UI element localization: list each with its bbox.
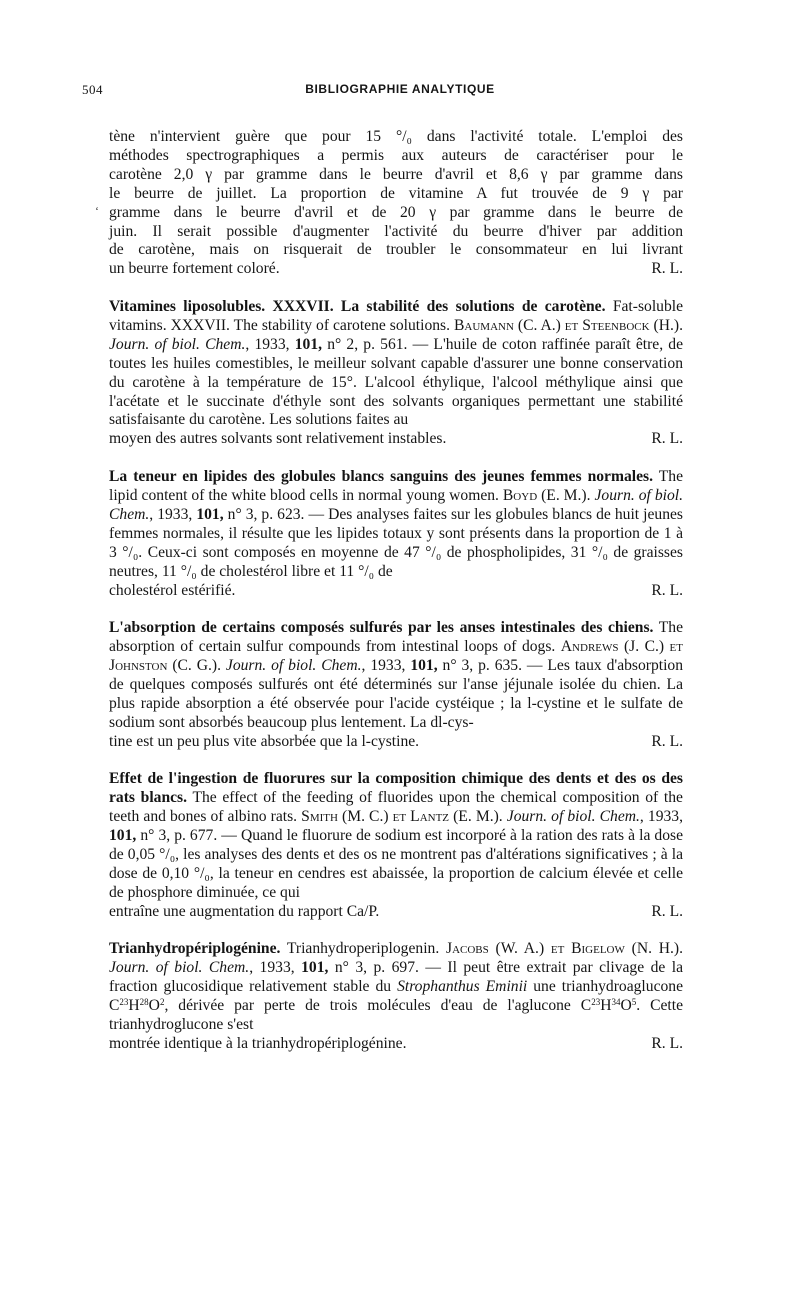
last-line: montrée identique à la trianhydropériplogénine. (109, 1034, 407, 1052)
formula-c-count: 23 (591, 997, 601, 1008)
entry-paragraph: La teneur en lipides des globules blancs sanguins des jeunes femmes normales. The lipid content of the white blood cells in normal young women. Boyd (E. M.). Journ. of biol. Chem., 1933, 101, n° 3, p. 623. — Des analyses faites sur les globules blancs de huit jeunes femmes normales, il résulte que les lipides totaux y sont présents dans la proportion de 1 à 3 °/₀. Ceux-ci sont composés en moyenne de 47 °/₀ de phospholipides, 31 °/₀ de graisses neutres, 11 °/₀ de cholestérol libre et 11 °/₀ de (109, 468, 683, 580)
english-title: Fat-soluble vitamins. XXXVII. The stability of carotene solutions. (109, 298, 683, 334)
issue-page: n° 3, p. 623. (227, 505, 305, 523)
formula-o-count: 2 (159, 997, 165, 1008)
english-title: The absorption of certain sulfur compounds from intestinal loops of dogs. (109, 619, 683, 656)
text-line: tène n'intervient guère que pour 15 °/₀ dans l'activité totale. L'emploi des (109, 128, 683, 145)
entry-carotene-stability (109, 298, 683, 449)
year: 1933, (254, 335, 290, 353)
abstract: — Les taux d'absorption de quelques composés sulfurés ont été déterminés sur l'anse jéjunale isolée du chien. La plus rapide absorption a été observée pour l'acide cystéique ; la l-cystine et le sulfate de sodium sont absorbés beaucoup plus lentement. La dl-cys- (109, 657, 684, 731)
article-body (109, 128, 683, 1073)
authors: Baumann (C. A.) et Steenbock (H.). (454, 316, 683, 334)
issue-page: n° 2, p. 561. (327, 335, 408, 353)
entry-paragraph: Trianhydropériplogénine. Trianhydroperiplogenin. Jacobs (W. A.) et Bigelow (N. H.). Journ. of biol. Chem., 1933, 101, n° 3, p. 697. — Il peut être extrait par clivage de la fraction glucosidique relativement stable du Strophanthus Eminii une trianhydroaglucone $C^{23}H^{28}O^2$, dérivée par perte de trois molécules d'eau de l'aglucone $C^{23}H^{34}O^5$. Cette trianhydroglucone s'est (109, 940, 684, 1034)
formula-h-label: H (600, 997, 612, 1015)
journal: Journ. of biol. Chem. (506, 808, 640, 826)
running-title: BIBLIOGRAPHIE ANALYTIQUE (305, 82, 495, 96)
signature: R. L. (651, 1034, 683, 1052)
text-line: de carotène, mais on risquerait de troubler le consommateur en lui livrant (109, 241, 683, 259)
volume: 101, (109, 827, 137, 845)
authors: Smith (M. C.) et Lantz (E. M.). (301, 808, 503, 826)
closing-line (109, 260, 683, 279)
entry-title: L'absorption de certains composés sulfurés par les anses intestinales des chiens. (109, 619, 654, 637)
journal: Journ. of biol. Chem. (225, 657, 362, 675)
english-title: Trianhydroperiplogenin. (286, 940, 440, 958)
page-number: 504 (82, 82, 103, 97)
entry-lipids-white-cells (109, 468, 683, 600)
formula-o-count: 5 (631, 997, 637, 1008)
closing-line (109, 1035, 683, 1054)
formula-h-count: 34 (611, 997, 621, 1008)
text-line: juin. Il serait possible d'augmenter l'activité du beurre d'hiver par addition (109, 222, 683, 240)
volume: 101, (196, 505, 224, 523)
volume: 101, (301, 959, 329, 977)
issue-page: n° 3, p. 677. (140, 827, 218, 845)
entry-continuation (109, 128, 683, 279)
year: 1933, (259, 959, 295, 977)
year: 1933, (647, 808, 683, 826)
last-line: entraîne une augmentation du rapport Ca/P. (109, 902, 380, 920)
signature: R. L. (651, 902, 683, 920)
text-line: carotène 2,0 γ par gramme dans le beurre d'avril et 8,6 γ par gramme dans (109, 165, 683, 183)
english-title: The lipid content of the white blood cells in normal young women. (109, 468, 683, 504)
species-name: Strophanthus Eminii (397, 978, 528, 996)
page-header (82, 82, 718, 106)
entry-trianhydroperiplogenin (109, 940, 683, 1053)
signature: R. L. (651, 581, 683, 599)
closing-line (109, 582, 683, 601)
signature: R. L. (651, 260, 683, 278)
entry-paragraph: L'absorption de certains composés sulfurés par les anses intestinales des chiens. The absorption of certain sulfur compounds from intestinal loops of dogs. Andrews (J. C.) et Johnston (C. G.). Journ. of biol. Chem., 1933, 101, n° 3, p. 635. — Les taux d'absorption de quelques composés sulfurés ont été déterminés sur l'anse jéjunale isolée du chien. La plus rapide absorption a été observée pour l'acide cystéique ; la l-cystine et le sulfate de sodium sont absorbés beaucoup plus lentement. La dl-cys- (109, 619, 684, 731)
closing-line (109, 903, 683, 922)
entry-paragraph: Vitamines liposolubles. XXXVII. La stabilité des solutions de carotène. Fat-soluble vitamins. XXXVII. The stability of carotene solutions. Baumann (C. A.) et Steenbock (H.). Journ. of biol. Chem., 1933, 101, n° 2, p. 561. — L'huile de coton raffinée paraît être, de toutes les huiles comestibles, le meilleur solvant capable d'assurer une bonne conservation du carotène à la température de 15°. L'alcool éthylique, l'alcool méthylique ainsi que l'acétate et le succinate d'éthyle sont des solvants organiques permettant une stabilité satisfaisante du carotène. Les solutions faites au (109, 298, 684, 429)
formula-h-label: H (128, 997, 140, 1015)
journal: Journ. of biol. Chem. (109, 959, 250, 977)
abstract-middle: une trianhydroaglucone C (109, 978, 684, 1015)
text-line: le beurre de juillet. La proportion de vitamine A fut trouvée de 9 γ par (109, 184, 683, 202)
authors: Boyd (E. M.). (502, 487, 591, 504)
authors: Andrews (J. C.) et Johnston (C. G.). (109, 638, 683, 675)
text-line: méthodes spectrographiques a permis aux auteurs de caractériser pour le (109, 146, 683, 164)
abstract: — L'huile de coton raffinée paraît être, de toutes les huiles comestibles, le meilleur solvant capable d'assurer une bonne conservation du carotène à la température de 15°. L'alcool éthylique, l'alcool méthylique ainsi que l'acétate et le succinate d'éthyle sont des solvants organiques permettant une stabilité satisfaisante du carotène. Les solutions faites au (109, 335, 684, 429)
last-line: un beurre fortement coloré. (109, 260, 280, 278)
closing-line (109, 733, 683, 752)
abstract: — Quand le fluorure de sodium est incorporé à la ration des rats à la dose de 0,05 °/₀, les analyses des dents et des os ne montrent pas d'altérations significatives ; à la dose de 0,10 °/₀, la teneur en cendres est abaissée, la proportion de calcium élevée et celle de phosphore diminuée, ce qui (109, 827, 684, 901)
last-line: tine est un peu plus vite absorbée que la l-cystine. (109, 732, 420, 750)
entry-title: La teneur en lipides des globules blancs sanguins des jeunes femmes normales. (109, 468, 653, 486)
formula-o-label: O (620, 997, 632, 1015)
last-line: moyen des autres solvants sont relativement instables. (109, 430, 447, 448)
formula-o-label: O (148, 997, 160, 1015)
volume: 101, (410, 657, 438, 675)
authors: Jacobs (W. A.) et Bigelow (N. H.). (446, 940, 683, 958)
abstract-end: . Cette trianhydroglucone s'est (109, 997, 683, 1034)
issue-page: n° 3, p. 697. (334, 959, 419, 977)
signature: R. L. (651, 430, 683, 448)
journal: Journ. of biol. Chem. (109, 335, 246, 353)
abstract-start: — Il peut être extrait par clivage de la fraction glucosidique relativement stable du (109, 959, 683, 996)
closing-line (109, 430, 683, 449)
entry-fluoride-ingestion (109, 770, 683, 921)
volume: 101, (294, 335, 323, 353)
formula-h-count: 28 (139, 997, 149, 1008)
entry-title: Trianhydropériplogénine. (109, 940, 281, 958)
signature: R. L. (651, 732, 683, 750)
entry-paragraph: Effet de l'ingestion de fluorures sur la composition chimique des dents et des os des rats blancs. The effect of the feeding of fluorides upon the chemical composition of the teeth and bones of albino rats. Smith (M. C.) et Lantz (E. M.). Journ. of biol. Chem., 1933, 101, n° 3, p. 677. — Quand le fluorure de sodium est incorporé à la ration des rats à la dose de 0,05 °/₀, les analyses des dents et des os ne montrent pas d'altérations significatives ; à la dose de 0,10 °/₀, la teneur en cendres est abaissée, la proportion de calcium élevée et celle de phosphore diminuée, ce qui (109, 770, 684, 901)
year: 1933, (370, 657, 406, 675)
entry-sulfur-absorption (109, 619, 683, 751)
text-line: gramme dans le beurre d'avril et de 20 γ par gramme dans le beurre de (109, 203, 683, 221)
abstract-middle-2: , dérivée par perte de trois molécules d'eau de l'aglucone C (164, 997, 592, 1015)
entry-title: Vitamines liposolubles. XXXVII. La stabilité des solutions de carotène. (109, 298, 606, 316)
english-title: The effect of the feeding of fluorides upon the chemical composition of the teeth and bones of albino rats. (109, 789, 683, 826)
last-line: cholestérol estérifié. (109, 581, 236, 599)
entry-title: Effet de l'ingestion de fluorures sur la composition chimique des dents et des os des rats blancs. (109, 770, 683, 807)
issue-page: n° 3, p. 635. (442, 657, 522, 675)
formula-c-count: 23 (119, 997, 129, 1008)
journal: Journ. of biol. Chem. (109, 487, 683, 523)
abstract: — Des analyses faites sur les globules blancs de huit jeunes femmes normales, il résulte que les lipides totaux y sont présents dans la proportion de 1 à 3 °/₀. Ceux-ci sont composés en moyenne de 47 °/₀ de phospholipides, 31 °/₀ de graisses neutres, 11 °/₀ de cholestérol libre et 11 °/₀ de (109, 505, 683, 580)
year: 1933, (157, 505, 193, 523)
margin-mark: ‘ (95, 204, 99, 218)
